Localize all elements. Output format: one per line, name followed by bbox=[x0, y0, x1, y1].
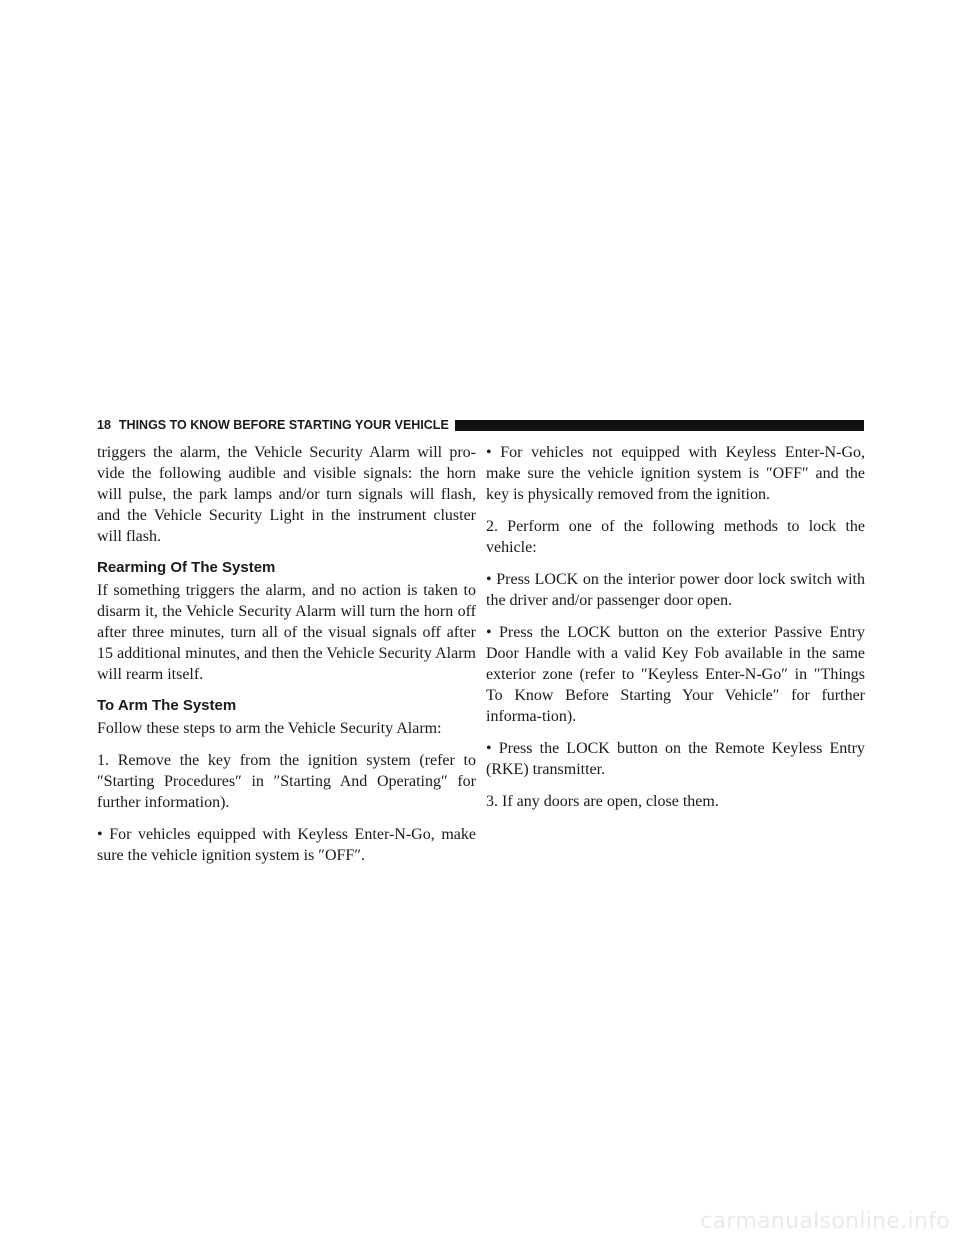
bullet-non-keyless: • For vehicles not equipped with Keyless Enter-N-Go, make sure the vehicle ignition system is ″OFF″ and the key is physically removed from the ignition. bbox=[486, 444, 865, 503]
bullet-keyless: • For vehicles equipped with Keyless Enter-N-Go, make sure the vehicle ignition system is ″OFF″. bbox=[97, 826, 476, 864]
bullet-passive-entry: • Press the LOCK button on the exterior Passive Entry Door Handle with a valid Key Fob available in the same exterior zone (refer to ″Keyless Enter-N-Go″ in ″Things To Know Before Starting Your Vehicle″ for further informa-tion). bbox=[486, 624, 865, 725]
right-column bbox=[486, 442, 865, 823]
paragraph-arm-intro: Follow these steps to arm the Vehicle Security Alarm: bbox=[97, 720, 442, 737]
paragraph-rearming: If something triggers the alarm, and no action is taken to disarm it, the Vehicle Security Alarm will turn the horn off after three minutes, turn all of the visual signals off after 15 additional minutes, and then the Vehicle Security Alarm will rearm itself. bbox=[97, 582, 476, 683]
heading-rearming: Rearming Of The System bbox=[97, 559, 276, 576]
bullet-rke: • Press the LOCK button on the Remote Keyless Entry (RKE) transmitter. bbox=[486, 740, 865, 778]
heading-arm-system: To Arm The System bbox=[97, 697, 237, 714]
page-header bbox=[97, 418, 864, 432]
left-column bbox=[97, 442, 476, 877]
step-1: 1. Remove the key from the ignition system (refer to ″Starting Procedures″ in ″Starting And Operating″ for further information). bbox=[97, 752, 476, 811]
page-number: 18 bbox=[97, 418, 111, 432]
paragraph-alarm-signals: triggers the alarm, the Vehicle Security Alarm will pro-vide the following audible and visible signals: the horn will pulse, the park lamps and/or turn signals will flash, and the Vehicle Security Light in the instrument cluster will flash. bbox=[97, 444, 476, 545]
header-rule bbox=[455, 420, 864, 431]
step-2: 2. Perform one of the following methods to lock the vehicle: bbox=[486, 518, 865, 556]
watermark: carmanualsonline.info bbox=[700, 1209, 950, 1234]
step-3: 3. If any doors are open, close them. bbox=[486, 793, 719, 810]
bullet-interior-lock: • Press LOCK on the interior power door lock switch with the driver and/or passenger door open. bbox=[486, 571, 865, 609]
section-title: THINGS TO KNOW BEFORE STARTING YOUR VEHICLE bbox=[118, 418, 449, 432]
